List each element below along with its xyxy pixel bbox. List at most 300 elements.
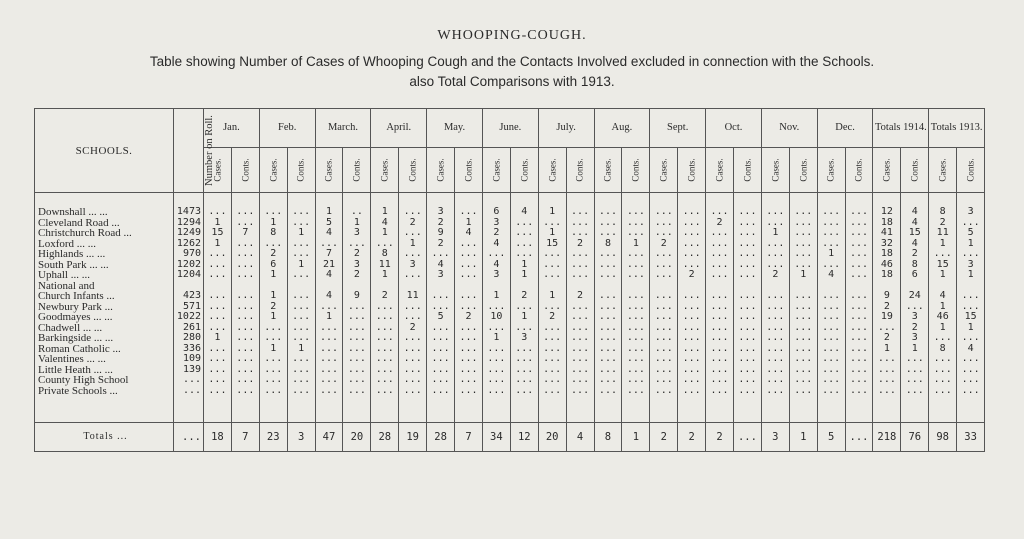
cases-cell: ... [427, 386, 455, 397]
contacts-cell: ... [733, 333, 761, 344]
cases-cell: ... [315, 333, 343, 344]
cases-cell: ... [315, 302, 343, 313]
contacts-cell: 1 [287, 260, 315, 271]
cases-cell: ... [371, 312, 399, 323]
contacts-cell: 8 [901, 260, 929, 271]
contacts-cell: 1 [901, 344, 929, 355]
contacts-cell: ... [957, 291, 985, 302]
month-header: Nov. [761, 109, 817, 148]
cases-cell: ... [482, 249, 510, 260]
cases-cell: 2 [650, 239, 678, 250]
cases-cell: ... [315, 386, 343, 397]
school-name: National and [35, 281, 174, 292]
contacts-cell: ... [287, 375, 315, 386]
contacts-cell: ... [566, 218, 594, 229]
empty-cell [427, 396, 455, 423]
cases-cell: ... [204, 375, 232, 386]
cases-cell: 1 [315, 312, 343, 323]
contacts-cell: ... [901, 302, 929, 313]
roll-count: 423 [174, 291, 204, 302]
cases-cell: ... [594, 333, 622, 344]
contacts-cell: ... [510, 239, 538, 250]
cases-cell: ... [371, 375, 399, 386]
contacts-cell: ... [733, 302, 761, 313]
contacts-cell: ... [287, 218, 315, 229]
cases-cell: ... [204, 249, 232, 260]
cases-cell: 1 [538, 193, 566, 218]
cases-cell: ... [650, 249, 678, 260]
cases-cell: ... [650, 218, 678, 229]
empty-cell [510, 396, 538, 423]
caption-line-2: also Total Comparisons with 1913. [409, 74, 615, 89]
cases-cell: 4 [482, 260, 510, 271]
contacts-cell: 2 [455, 312, 483, 323]
contacts-cell: ... [845, 354, 873, 365]
subheader-label: Conts. [351, 157, 362, 182]
contacts-cell: 4 [510, 193, 538, 218]
contacts-cell: ... [399, 249, 427, 260]
cases-cell: ... [427, 344, 455, 355]
cases-subheader [594, 148, 622, 193]
contacts-subheader [845, 148, 873, 193]
cases-cell: ... [427, 291, 455, 302]
cases-cell: 20 [538, 423, 566, 452]
school-name: South Park ... ... [35, 260, 174, 271]
cases-cell: 41 [873, 228, 901, 239]
subheader-label: Conts. [296, 157, 307, 182]
empty-cell [733, 396, 761, 423]
contacts-cell: ... [455, 193, 483, 218]
contacts-cell: 1 [622, 423, 650, 452]
contacts-cell: ... [622, 260, 650, 271]
cases-cell: ... [817, 193, 845, 218]
month-header: April. [371, 109, 427, 148]
table-body [35, 193, 985, 452]
contacts-cell: ... [622, 249, 650, 260]
contacts-cell: ... [789, 323, 817, 334]
cases-cell: ... [259, 365, 287, 376]
contacts-cell: 7 [231, 228, 259, 239]
cases-cell: ... [482, 365, 510, 376]
school-name: Highlands ... ... [35, 249, 174, 260]
cases-cell: 1 [929, 323, 957, 334]
contacts-cell: ... [455, 302, 483, 313]
subheader-label: Cases. [770, 157, 781, 182]
school-name: Barkingside ... ... [35, 333, 174, 344]
month-header: Dec. [817, 109, 873, 148]
contacts-cell: ... [733, 239, 761, 250]
cases-cell: 4 [315, 270, 343, 281]
cases-cell: ... [817, 218, 845, 229]
subheader-label: Cases. [547, 157, 558, 182]
cases-cell: ... [315, 323, 343, 334]
empty-cell [455, 396, 483, 423]
contacts-cell: ... [789, 312, 817, 323]
contacts-cell: ... [957, 333, 985, 344]
contacts-subheader [399, 148, 427, 193]
cases-cell: 9 [427, 228, 455, 239]
contacts-cell: ... [845, 218, 873, 229]
month-header: March. [315, 109, 371, 148]
contacts-cell: ... [733, 193, 761, 218]
roll-count: 1294 [174, 218, 204, 229]
contacts-cell: ... [845, 386, 873, 397]
table-row [35, 193, 985, 218]
contacts-cell: ... [231, 344, 259, 355]
contacts-cell: ... [287, 333, 315, 344]
cases-cell: 21 [315, 260, 343, 271]
cases-cell: ... [538, 260, 566, 271]
contacts-cell: ... [733, 386, 761, 397]
cases-cell: ... [315, 375, 343, 386]
contacts-cell: ... [566, 270, 594, 281]
contacts-subheader [343, 148, 371, 193]
cases-cell: ... [259, 386, 287, 397]
contacts-cell: ... [566, 260, 594, 271]
contacts-cell: ... [343, 312, 371, 323]
cases-cell: ... [817, 239, 845, 250]
contacts-cell: ... [845, 291, 873, 302]
contacts-cell: ... [845, 333, 873, 344]
contacts-cell: ... [733, 312, 761, 323]
school-name: Cleveland Road ... [35, 218, 174, 229]
contacts-cell: ... [733, 323, 761, 334]
cases-cell: ... [204, 386, 232, 397]
empty-cell [845, 396, 873, 423]
cases-cell: ... [761, 375, 789, 386]
cases-cell: ... [817, 365, 845, 376]
contacts-cell: ... [399, 344, 427, 355]
cases-cell: ... [482, 375, 510, 386]
spacer-row [35, 396, 985, 423]
cases-cell: ... [259, 323, 287, 334]
cases-cell: ... [538, 386, 566, 397]
contacts-cell: ... [957, 218, 985, 229]
cases-cell: ... [427, 323, 455, 334]
contacts-subheader [455, 148, 483, 193]
contacts-cell: 1 [957, 270, 985, 281]
subheader-label: Conts. [742, 157, 753, 182]
cases-cell: 1 [204, 218, 232, 229]
cases-cell: 15 [204, 228, 232, 239]
contacts-cell: ... [622, 323, 650, 334]
contacts-subheader [957, 148, 985, 193]
cases-cell: ... [594, 270, 622, 281]
contacts-cell: ... [455, 270, 483, 281]
subheader-label: Cases. [602, 157, 613, 182]
contacts-cell: ... [455, 354, 483, 365]
contacts-cell: ... [622, 302, 650, 313]
cases-cell: 98 [929, 423, 957, 452]
contacts-cell: 33 [957, 423, 985, 452]
cases-cell: ... [538, 302, 566, 313]
cases-cell: ... [706, 302, 734, 313]
cases-subheader [706, 148, 734, 193]
whooping-cough-table [34, 108, 985, 452]
cases-cell: 1 [929, 302, 957, 313]
cases-cell: ... [650, 333, 678, 344]
subheader-label: Cases. [268, 157, 279, 182]
cases-cell: 2 [259, 302, 287, 313]
cases-cell: 11 [929, 228, 957, 239]
cases-cell: ... [204, 270, 232, 281]
cases-cell: ... [929, 365, 957, 376]
cases-subheader [315, 148, 343, 193]
cases-cell: ... [371, 239, 399, 250]
cases-cell: 1 [204, 239, 232, 250]
contacts-cell: 1 [455, 218, 483, 229]
cases-cell: ... [761, 239, 789, 250]
contacts-cell: 19 [399, 423, 427, 452]
contacts-cell: ... [845, 228, 873, 239]
cases-cell: 28 [427, 423, 455, 452]
contacts-cell: ... [678, 249, 706, 260]
contacts-cell: ... [733, 218, 761, 229]
contacts-cell: ... [957, 354, 985, 365]
contacts-cell: ... [845, 423, 873, 452]
table-row [35, 323, 985, 334]
contacts-cell: ... [287, 302, 315, 313]
subheader-label: Conts. [407, 157, 418, 182]
cases-cell: ... [594, 302, 622, 313]
cases-cell: ... [761, 302, 789, 313]
contacts-cell: ... [678, 386, 706, 397]
cases-cell: ... [594, 228, 622, 239]
contacts-cell: ... [566, 354, 594, 365]
subheader-label: Conts. [798, 157, 809, 182]
table-row [35, 239, 985, 250]
contacts-cell: ... [566, 193, 594, 218]
table-row [35, 228, 985, 239]
cases-cell: 1 [259, 312, 287, 323]
roll-count: ... [174, 386, 204, 397]
school-name: Totals ... [35, 423, 174, 452]
subheader-label: Cases. [324, 157, 334, 182]
subheader-label: Cases. [435, 157, 446, 182]
cases-cell: ... [371, 354, 399, 365]
cases-cell: ... [873, 365, 901, 376]
cases-cell: ... [204, 344, 232, 355]
cases-cell: ... [761, 249, 789, 260]
subheader-label: Cases. [212, 157, 223, 182]
contacts-cell: ... [566, 312, 594, 323]
empty-cell [957, 396, 985, 423]
contacts-cell: ... [622, 333, 650, 344]
empty-cell [538, 396, 566, 423]
contacts-cell: 2 [678, 423, 706, 452]
cases-cell: ... [482, 323, 510, 334]
contacts-cell: 3 [399, 260, 427, 271]
cases-cell: 3 [482, 270, 510, 281]
contacts-cell: ... [399, 354, 427, 365]
cases-cell: ... [594, 354, 622, 365]
contacts-cell: ... [510, 302, 538, 313]
school-name: Uphall ... ... [35, 270, 174, 281]
empty-cell [622, 396, 650, 423]
contacts-cell: 4 [901, 218, 929, 229]
contacts-cell: ... [343, 365, 371, 376]
contacts-cell: ... [733, 291, 761, 302]
cases-cell: 1 [929, 270, 957, 281]
cases-cell: ... [204, 354, 232, 365]
contacts-subheader [789, 148, 817, 193]
contacts-subheader [733, 148, 761, 193]
contacts-cell: ... [957, 365, 985, 376]
contacts-cell: ... [231, 375, 259, 386]
contacts-cell: ... [399, 375, 427, 386]
contacts-cell: 9 [343, 291, 371, 302]
cases-cell: 46 [929, 312, 957, 323]
school-name: Goodmayes ... ... [35, 312, 174, 323]
contacts-cell: 5 [957, 228, 985, 239]
contacts-cell: ... [789, 249, 817, 260]
contacts-cell: ... [231, 323, 259, 334]
contacts-cell: ... [510, 218, 538, 229]
cases-cell: ... [650, 323, 678, 334]
contacts-cell: ... [566, 386, 594, 397]
contacts-cell: ... [789, 239, 817, 250]
contacts-cell: ... [510, 344, 538, 355]
contacts-cell: 2 [510, 291, 538, 302]
month-header: Totals 1914. [873, 109, 929, 148]
contacts-cell: ... [343, 344, 371, 355]
empty-cell [789, 396, 817, 423]
contacts-cell: ... [622, 354, 650, 365]
contacts-cell: ... [622, 386, 650, 397]
cases-cell: ... [761, 193, 789, 218]
contacts-cell: ... [622, 365, 650, 376]
contacts-cell: ... [789, 193, 817, 218]
contacts-cell: ... [231, 270, 259, 281]
contacts-cell: ... [455, 333, 483, 344]
contacts-cell: ... [622, 375, 650, 386]
cases-cell: ... [706, 270, 734, 281]
cases-cell: ... [204, 365, 232, 376]
cases-cell: ... [371, 365, 399, 376]
school-name: Newbury Park ... [35, 302, 174, 313]
contacts-cell: ... [789, 218, 817, 229]
cases-cell: 47 [315, 423, 343, 452]
totals-row [35, 423, 985, 452]
school-name: Christchurch Road ... [35, 228, 174, 239]
contacts-cell: ... [399, 193, 427, 218]
contacts-cell: 6 [901, 270, 929, 281]
empty-cell [259, 396, 287, 423]
cases-cell: 1 [204, 333, 232, 344]
contacts-cell: 4 [566, 423, 594, 452]
contacts-cell: ... [287, 365, 315, 376]
cases-cell: 28 [371, 423, 399, 452]
contacts-cell: ... [287, 323, 315, 334]
contacts-cell: ... [678, 193, 706, 218]
cases-cell: 1 [315, 193, 343, 218]
contacts-cell: 3 [287, 423, 315, 452]
cases-cell: ... [371, 323, 399, 334]
cases-cell: ... [538, 218, 566, 229]
cases-cell: ... [761, 333, 789, 344]
cases-cell: ... [594, 249, 622, 260]
table-row [35, 312, 985, 323]
contacts-cell: ... [901, 375, 929, 386]
contacts-cell: ... [231, 333, 259, 344]
contacts-cell: 4 [901, 193, 929, 218]
contacts-cell: ... [622, 344, 650, 355]
subheader-label: Conts. [240, 157, 251, 182]
cases-cell: ... [929, 249, 957, 260]
cases-subheader [259, 148, 287, 193]
school-name: Church Infants ... [35, 291, 174, 302]
cases-cell: ... [594, 365, 622, 376]
subheader-label: Cases. [379, 157, 390, 182]
cases-cell: ... [315, 365, 343, 376]
contacts-cell: ... [510, 375, 538, 386]
contacts-cell: ... [455, 375, 483, 386]
cases-cell: ... [761, 260, 789, 271]
contacts-cell: 1 [510, 270, 538, 281]
cases-cell: 4 [427, 260, 455, 271]
contacts-cell: ... [566, 302, 594, 313]
table-header [35, 109, 985, 193]
contacts-cell: 1 [622, 239, 650, 250]
empty-cell [371, 396, 399, 423]
cases-cell: ... [650, 365, 678, 376]
cases-cell: ... [594, 260, 622, 271]
contacts-cell: ... [845, 302, 873, 313]
cases-cell: ... [482, 302, 510, 313]
contacts-cell: 2 [343, 270, 371, 281]
cases-cell: ... [706, 386, 734, 397]
contacts-subheader [287, 148, 315, 193]
cases-cell: 4 [482, 239, 510, 250]
empty-cell [817, 396, 845, 423]
cases-cell: ... [594, 386, 622, 397]
contacts-cell: 7 [455, 423, 483, 452]
contacts-cell: ... [678, 239, 706, 250]
cases-cell: ... [706, 333, 734, 344]
subheader-label: Conts. [463, 157, 474, 182]
contacts-cell: ... [678, 312, 706, 323]
cases-cell: ... [538, 344, 566, 355]
cases-cell: 1 [482, 291, 510, 302]
table-row [35, 365, 985, 376]
contacts-subheader [510, 148, 538, 193]
contacts-cell: 2 [399, 323, 427, 334]
contacts-cell: 20 [343, 423, 371, 452]
cases-cell: ... [761, 344, 789, 355]
caption-line-1: Table showing Number of Cases of Whooping Cough and the Contacts Involved excluded in connection with the Schools. [149, 54, 875, 69]
month-header: Sept. [650, 109, 706, 148]
contacts-cell: ... [789, 365, 817, 376]
contacts-cell: ... [399, 270, 427, 281]
cases-subheader [817, 148, 845, 193]
cases-cell: ... [817, 260, 845, 271]
contacts-cell: ... [789, 333, 817, 344]
contacts-cell: ... [733, 344, 761, 355]
contacts-cell: ... [510, 228, 538, 239]
contacts-cell: 1 [399, 239, 427, 250]
subheader-label: Cases. [881, 157, 892, 182]
empty-cell [594, 396, 622, 423]
cases-cell: ... [594, 218, 622, 229]
contacts-cell: ... [845, 270, 873, 281]
contacts-cell: 1 [957, 239, 985, 250]
contacts-cell: ... [231, 218, 259, 229]
contacts-cell: ... [231, 302, 259, 313]
roll-count: 109 [174, 354, 204, 365]
cases-cell: ... [817, 354, 845, 365]
school-name: Valentines ... ... [35, 354, 174, 365]
cases-subheader [650, 148, 678, 193]
